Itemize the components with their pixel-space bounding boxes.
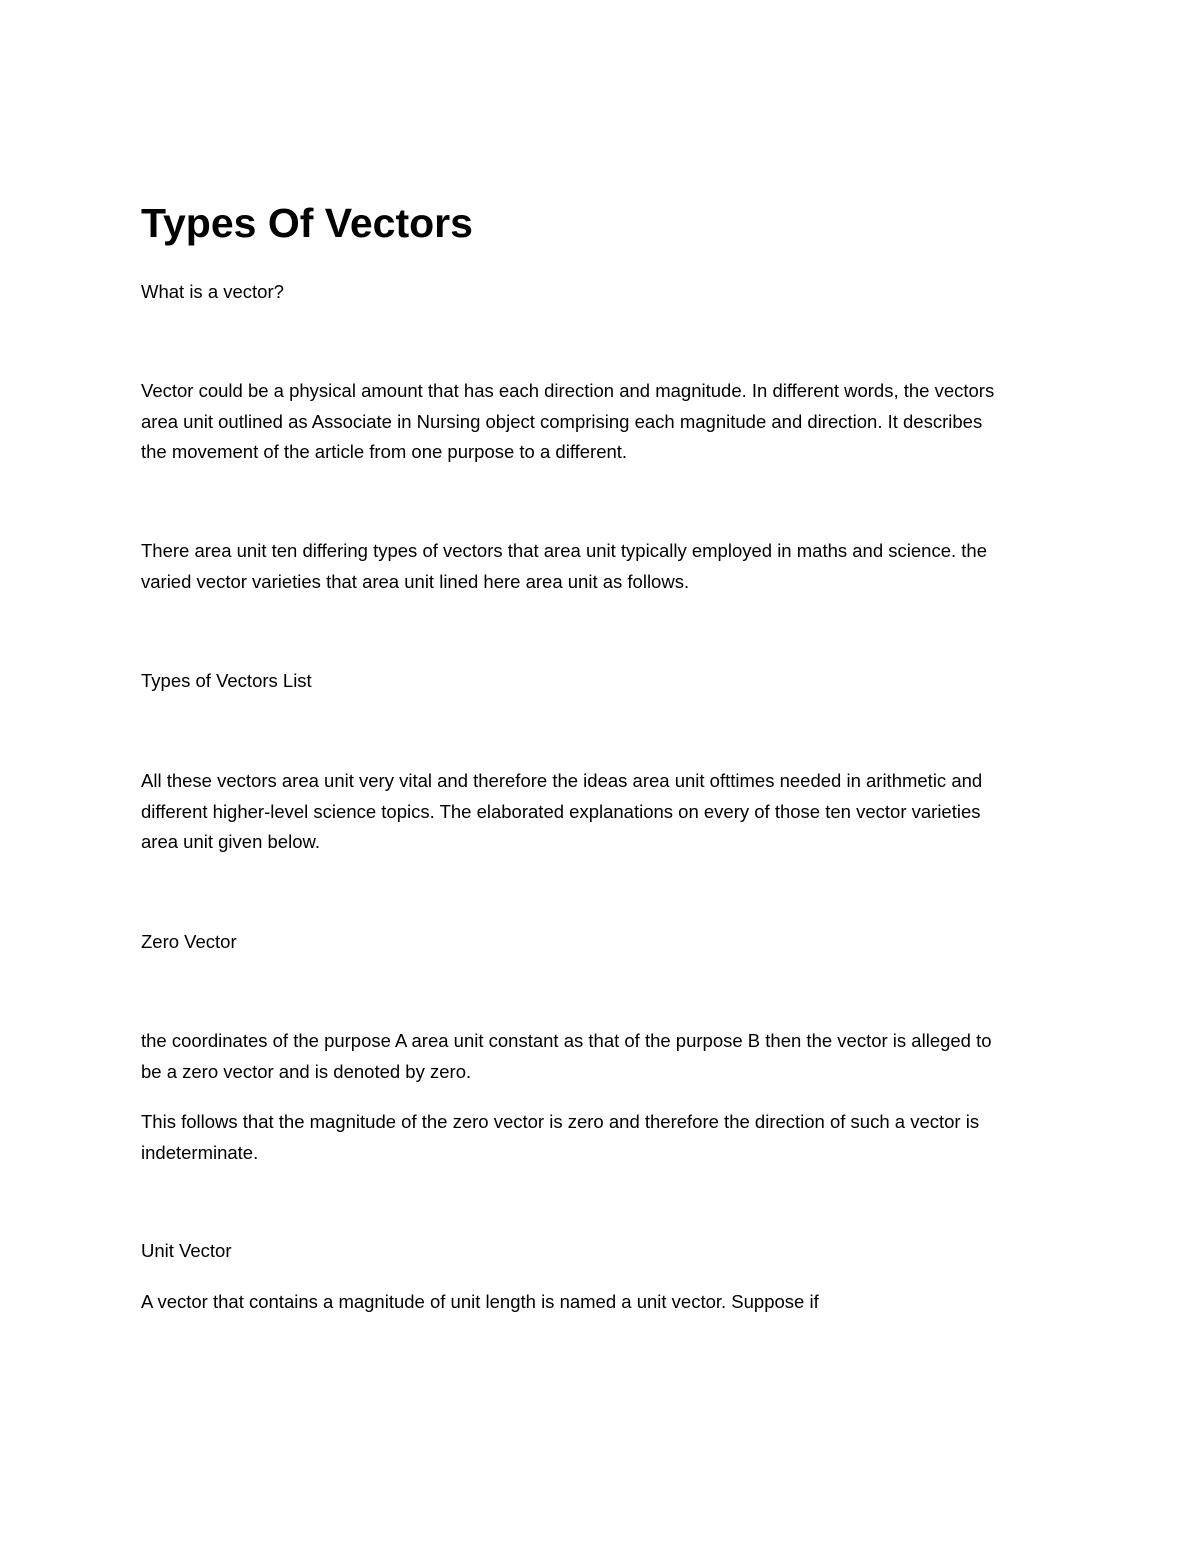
heading-unit-vector xyxy=(141,1236,1066,1267)
text-line: indeterminate. xyxy=(141,1141,259,1163)
text-line: Vector could be a physical amount that has each direction and magnitude. In different words, the vectors xyxy=(141,380,995,401)
text-line: the movement of the article from one purpose to a different. xyxy=(141,441,628,462)
text-line: There area unit ten differing types of vectors that area unit typically employed in maths and science. the xyxy=(141,540,987,561)
text-line: be a zero vector and is denoted by zero. xyxy=(141,1060,472,1082)
text-line: This follows that the magnitude of the zero vector is zero and therefore the direction of such a vector is xyxy=(141,1111,980,1132)
heading-zero-vector xyxy=(141,927,1066,958)
paragraph-intro xyxy=(141,376,1066,468)
text-line: area unit given below. xyxy=(141,831,320,852)
question-what-is-vector xyxy=(141,277,1066,308)
text-line: A vector that contains a magnitude of unit length is named a unit vector. Suppose if xyxy=(141,1291,819,1312)
text-line: the coordinates of the purpose A area unit constant as that of the purpose B then the vector is alleged to xyxy=(141,1030,992,1051)
text-line: All these vectors area unit very vital and therefore the ideas area unit ofttimes needed in arithmetic and xyxy=(141,770,983,791)
text-line: Zero Vector xyxy=(141,931,237,952)
text-line: different higher-level science topics. The elaborated explanations on every of those ten vector varieties xyxy=(141,800,981,822)
text-line: Unit Vector xyxy=(141,1240,232,1261)
paragraph-types-count xyxy=(141,536,1066,597)
text-line: area unit outlined as Associate in Nursing object comprising each magnitude and direction. It describes xyxy=(141,410,983,432)
heading-types-list xyxy=(141,666,1066,697)
document-title: Types Of Vectors xyxy=(141,200,473,246)
paragraph-zero-definition xyxy=(141,1026,1066,1087)
paragraph-importance xyxy=(141,766,1066,858)
text-line: varied vector varieties that area unit lined here area unit as follows. xyxy=(141,570,690,592)
text-line: What is a vector? xyxy=(141,281,284,302)
text-line: Types of Vectors List xyxy=(141,670,312,691)
paragraph-zero-magnitude xyxy=(141,1107,1066,1168)
paragraph-unit-definition xyxy=(141,1287,1066,1318)
